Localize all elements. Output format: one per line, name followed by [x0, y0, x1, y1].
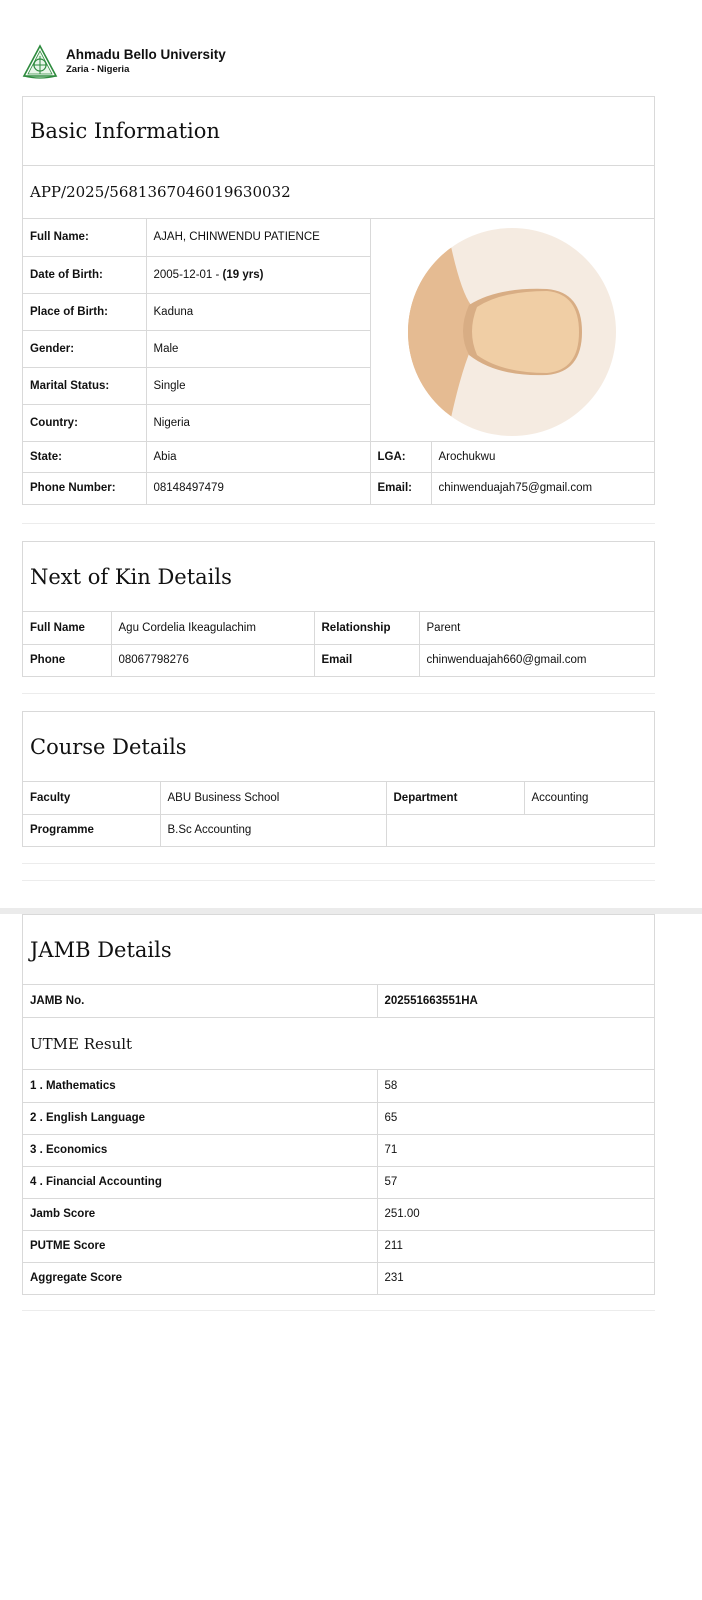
putme-score-value: 211: [377, 1230, 654, 1262]
avatar-placeholder-icon: [407, 227, 617, 437]
faculty-value: ABU Business School: [160, 782, 386, 814]
kin-phone-value: 08067798276: [111, 644, 314, 676]
country-value: Nigeria: [146, 404, 370, 441]
course-details-panel: [22, 711, 655, 847]
applicant-photo-cell: [370, 219, 654, 441]
next-of-kin-panel: [22, 541, 655, 677]
next-of-kin-table: [23, 612, 654, 676]
course-details-table: [23, 782, 654, 846]
kin-name-label: Full Name: [23, 612, 111, 644]
jamb-number-table: [23, 985, 654, 1017]
age-value: (19 yrs): [222, 268, 264, 281]
jamb-score-label: Jamb Score: [23, 1198, 377, 1230]
university-name: Ahmadu Bello University: [66, 47, 226, 62]
phone-label: Phone Number:: [23, 472, 146, 504]
putme-score-label: PUTME Score: [23, 1230, 377, 1262]
country-label: Country:: [23, 404, 146, 441]
programme-label: Programme: [23, 814, 160, 846]
section-divider: [22, 1310, 655, 1311]
gender-value: Male: [146, 330, 370, 367]
programme-value: B.Sc Accounting: [160, 814, 386, 846]
jamb-score-value: 251.00: [377, 1198, 654, 1230]
subject-score: 65: [377, 1102, 654, 1134]
subject-name: 3 . Economics: [23, 1134, 377, 1166]
subject-score: 58: [377, 1070, 654, 1102]
kin-email-label: Email: [314, 644, 419, 676]
jamb-number-value: 202551663551HA: [377, 985, 654, 1017]
pob-label: Place of Birth:: [23, 293, 146, 330]
course-details-title: Course Details: [23, 712, 654, 782]
kin-name-value: Agu Cordelia Ikeagulachim: [111, 612, 314, 644]
email-value: chinwenduajah75@gmail.com: [431, 472, 654, 504]
section-divider: [22, 523, 655, 524]
section-divider: [22, 863, 655, 864]
utme-result-table: [23, 1070, 654, 1294]
state-value: Abia: [146, 441, 370, 472]
basic-information-title: Basic Information: [23, 97, 654, 166]
subject-name: 1 . Mathematics: [23, 1070, 377, 1102]
section-divider: [22, 880, 655, 881]
lga-label: LGA:: [370, 441, 431, 472]
department-label: Department: [386, 782, 524, 814]
pob-value: Kaduna: [146, 293, 370, 330]
university-location: Zaria - Nigeria: [66, 64, 130, 75]
jamb-number-label: JAMB No.: [23, 985, 377, 1017]
kin-relationship-label: Relationship: [314, 612, 419, 644]
dob-value: 2005-12-01 -: [153, 268, 223, 281]
kin-email-value: chinwenduajah660@gmail.com: [419, 644, 654, 676]
lga-value: Arochukwu: [431, 441, 654, 472]
university-header: [22, 42, 226, 82]
subject-name: 4 . Financial Accounting: [23, 1166, 377, 1198]
jamb-details-panel: [22, 914, 655, 1295]
kin-relationship-value: Parent: [419, 612, 654, 644]
utme-result-title: UTME Result: [23, 1017, 654, 1070]
subject-score: 57: [377, 1166, 654, 1198]
department-value: Accounting: [524, 782, 654, 814]
faculty-label: Faculty: [23, 782, 160, 814]
phone-value: 08148497479: [146, 472, 370, 504]
dob-cell: [146, 256, 370, 293]
marital-status-label: Marital Status:: [23, 367, 146, 404]
section-divider: [22, 693, 655, 694]
marital-status-value: Single: [146, 367, 370, 404]
subject-score: 71: [377, 1134, 654, 1166]
abu-crest-icon: [22, 44, 58, 80]
basic-information-table: [23, 219, 654, 504]
gender-label: Gender:: [23, 330, 146, 367]
full-name-value: AJAH, CHINWENDU PATIENCE: [146, 219, 370, 256]
empty-cell: [386, 814, 654, 846]
kin-phone-label: Phone: [23, 644, 111, 676]
next-of-kin-title: Next of Kin Details: [23, 542, 654, 612]
full-name-label: Full Name:: [23, 219, 146, 256]
jamb-details-title: JAMB Details: [23, 915, 654, 985]
aggregate-score-label: Aggregate Score: [23, 1262, 377, 1294]
subject-name: 2 . English Language: [23, 1102, 377, 1134]
application-number: APP/2025/5681367046019630032: [23, 166, 654, 219]
dob-label: Date of Birth:: [23, 256, 146, 293]
basic-information-panel: [22, 96, 655, 505]
email-label: Email:: [370, 472, 431, 504]
state-label: State:: [23, 441, 146, 472]
aggregate-score-value: 231: [377, 1262, 654, 1294]
